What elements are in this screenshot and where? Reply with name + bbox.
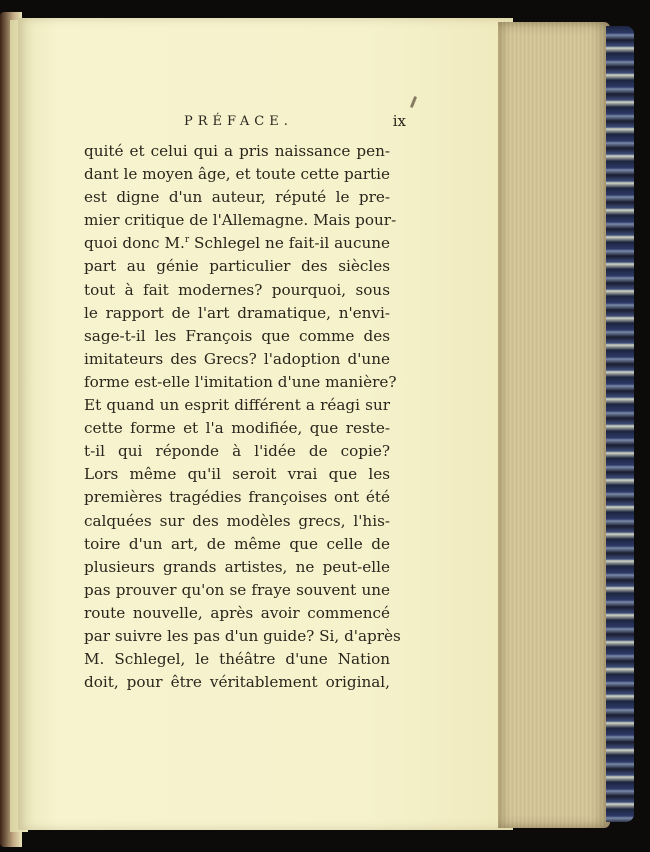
text-line: plusieurs grands artistes, ne peut-elle <box>84 557 390 576</box>
text-line: mier critique de l'Allemagne. Mais pour- <box>84 211 397 230</box>
text-line: sage-t-il les François que comme des <box>84 326 390 345</box>
text-line-end: Schlegel ne fait-il aucune <box>189 234 390 253</box>
text-line: calquées sur des modèles grecs, l'his- <box>84 511 390 530</box>
text-line: quité et celui qui a pris naissance pen- <box>84 142 390 160</box>
page-header <box>86 114 406 138</box>
superscript: r <box>184 235 190 246</box>
text-line: est digne d'un auteur, réputé le pre- <box>84 188 390 207</box>
text-line: t-il qui réponde à l'idée de copie? <box>84 442 390 461</box>
page-number: ix <box>392 112 406 130</box>
text-line: par suivre les pas d'un guide? Si, d'après <box>84 626 401 645</box>
running-head: PRÉFACE. <box>184 114 293 129</box>
text-line: premières tragédies françoises ont été <box>84 488 390 507</box>
text-line: route nouvelle, après avoir commencé <box>84 603 390 622</box>
book-spine <box>606 26 634 822</box>
text-line: Lors même qu'il seroit vrai que les <box>84 465 390 484</box>
text-line: doit, pour être véritablement original, <box>84 673 390 692</box>
text-line: dant le moyen âge, et toute cette partie <box>84 165 390 184</box>
text-line: cette forme et l'a modifiée, que reste- <box>84 419 390 438</box>
text-line: tout à fait modernes? pourquoi, sous <box>84 280 390 299</box>
text-line: part au génie particulier des siècles <box>84 257 390 276</box>
page-edges <box>498 22 610 828</box>
text-line: M. Schlegel, le théâtre d'une Nation <box>84 650 390 669</box>
text-line: imitateurs des Grecs? l'adoption d'une <box>84 349 390 368</box>
text-line: toire d'un art, de même que celle de <box>84 534 390 553</box>
text-line <box>84 232 390 255</box>
text-line: forme est-elle l'imitation d'une manière? <box>84 372 397 391</box>
text-line-start: quoi donc M. <box>84 234 185 253</box>
text-line: le rapport de l'art dramatique, n'envi- <box>84 303 390 322</box>
body-text <box>84 140 401 694</box>
text-line: pas prouver qu'on se fraye souvent une <box>84 580 390 599</box>
text-line: Et quand un esprit différent a réagi sur <box>84 396 390 415</box>
